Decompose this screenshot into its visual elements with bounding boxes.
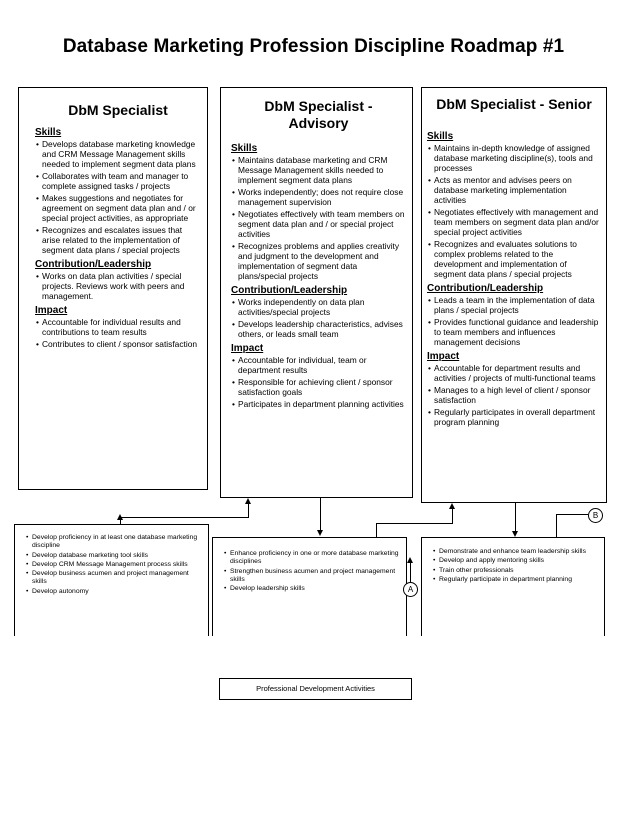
list-item: • Regularly participate in department planning (432, 576, 600, 584)
connector-b: B (588, 508, 603, 523)
position-box-senior (421, 87, 607, 503)
dev-box-3 (421, 537, 605, 636)
list-item: • Acts as mentor and advises peers on database marketing implementation activities (427, 175, 601, 205)
list-item: • Develop proficiency in at least one database marketing discipline (25, 534, 204, 551)
dev-activities-list (25, 534, 204, 596)
contribution-list (35, 271, 201, 301)
impact-list (427, 363, 601, 427)
dev-activities-list (432, 548, 600, 584)
list-item: • Develop database marketing tool skills (25, 552, 204, 560)
position-title: DbM Specialist - Advisory (264, 98, 373, 131)
contribution-heading: Contribution/Leadership (427, 283, 544, 294)
skills-list (427, 143, 601, 279)
contribution-heading: Contribution/Leadership (35, 259, 152, 270)
dev-box-2 (212, 537, 407, 636)
list-item: • Train other professionals (432, 567, 600, 575)
list-item: • Recognizes and evaluates solutions to complex problems related to the development and implementation of segment data plans / special projects (427, 239, 601, 279)
list-item: • Recognizes and escalates issues that arise related to the implementation of segment data plans / special projects (35, 225, 201, 255)
dev-box-1 (14, 524, 209, 636)
list-item: • Develop leadership skills (223, 585, 402, 593)
impact-list (231, 355, 406, 409)
list-item: • Develop autonomy (25, 588, 204, 596)
impact-heading: Impact (231, 343, 264, 354)
list-item: • Participates in department planning activities (231, 399, 406, 409)
dev-activities-list (223, 550, 402, 593)
skills-heading: Skills (35, 127, 62, 138)
contribution-list (427, 295, 601, 347)
list-item: • Develops leadership characteristics, advises others, or leads small team (231, 319, 406, 339)
list-item: • Regularly participates in overall department program planning (427, 407, 601, 427)
list-item: • Responsible for achieving client / sponsor satisfaction goals (231, 377, 406, 397)
skills-heading: Skills (231, 143, 258, 154)
list-item: • Accountable for individual, team or department results (231, 355, 406, 375)
list-item: • Works on data plan activities / special projects. Reviews work with peers and management. (35, 271, 201, 301)
contribution-list (231, 297, 406, 339)
list-item: • Demonstrate and enhance team leadership skills (432, 548, 600, 556)
list-item: • Negotiates effectively with management and team members on segment data plan and/or special project activities (427, 207, 601, 237)
list-item: • Works independently; does not require close management supervision (231, 187, 406, 207)
list-item: • Develop and apply mentoring skills (432, 557, 600, 565)
list-item: • Manages to a high level of client / sponsor satisfaction (427, 385, 601, 405)
connector-a: A (403, 582, 418, 597)
list-item: • Negotiates effectively with team members on segment data plan and / or special project activities (231, 209, 406, 239)
impact-heading: Impact (427, 351, 460, 362)
list-item: • Enhance proficiency in one or more database marketing disciplines (223, 550, 402, 567)
list-item: • Develops database marketing knowledge and CRM Message Management skills needed to implement segment data plans (35, 139, 201, 169)
list-item: • Works independently on data plan activities/special projects (231, 297, 406, 317)
position-title: DbM Specialist (68, 102, 168, 118)
list-item: • Strengthen business acumen and project management skills (223, 568, 402, 585)
position-box-advisory (220, 87, 413, 498)
contribution-heading: Contribution/Leadership (231, 285, 348, 296)
skills-list (231, 155, 406, 281)
list-item: • Accountable for department results and activities / projects of multi-functional teams (427, 363, 601, 383)
list-item: • Contributes to client / sponsor satisfaction (35, 339, 201, 349)
page-title: Database Marketing Profession Discipline Roadmap #1 (62, 36, 565, 57)
skills-list (35, 139, 201, 255)
list-item: • Develop CRM Message Management process skills (25, 561, 204, 569)
list-item: • Maintains in-depth knowledge of assigned database marketing discipline(s), tools and processes (427, 143, 601, 173)
legend-box: Professional Development Activities (219, 678, 412, 700)
list-item: • Provides functional guidance and leadership to team members and influences management decisions (427, 317, 601, 347)
impact-list (35, 317, 201, 349)
list-item: • Accountable for individual results and contributions to team results (35, 317, 201, 337)
list-item: • Develop business acumen and project management skills (25, 570, 204, 587)
list-item: • Recognizes problems and applies creativity and judgment to the development and implementation of segment data plans/special projects (231, 241, 406, 281)
list-item: • Maintains database marketing and CRM Message Management skills needed to implement segment data plans (231, 155, 406, 185)
list-item: • Leads a team in the implementation of data plans / special projects (427, 295, 601, 315)
position-box-specialist (18, 87, 208, 490)
position-title: DbM Specialist - Senior (436, 96, 592, 112)
impact-heading: Impact (35, 305, 68, 316)
list-item: • Collaborates with team and manager to complete assigned tasks / projects (35, 171, 201, 191)
skills-heading: Skills (427, 131, 454, 142)
list-item: • Makes suggestions and negotiates for agreement on segment data plan and / or special project activities, as appropriate (35, 193, 201, 223)
